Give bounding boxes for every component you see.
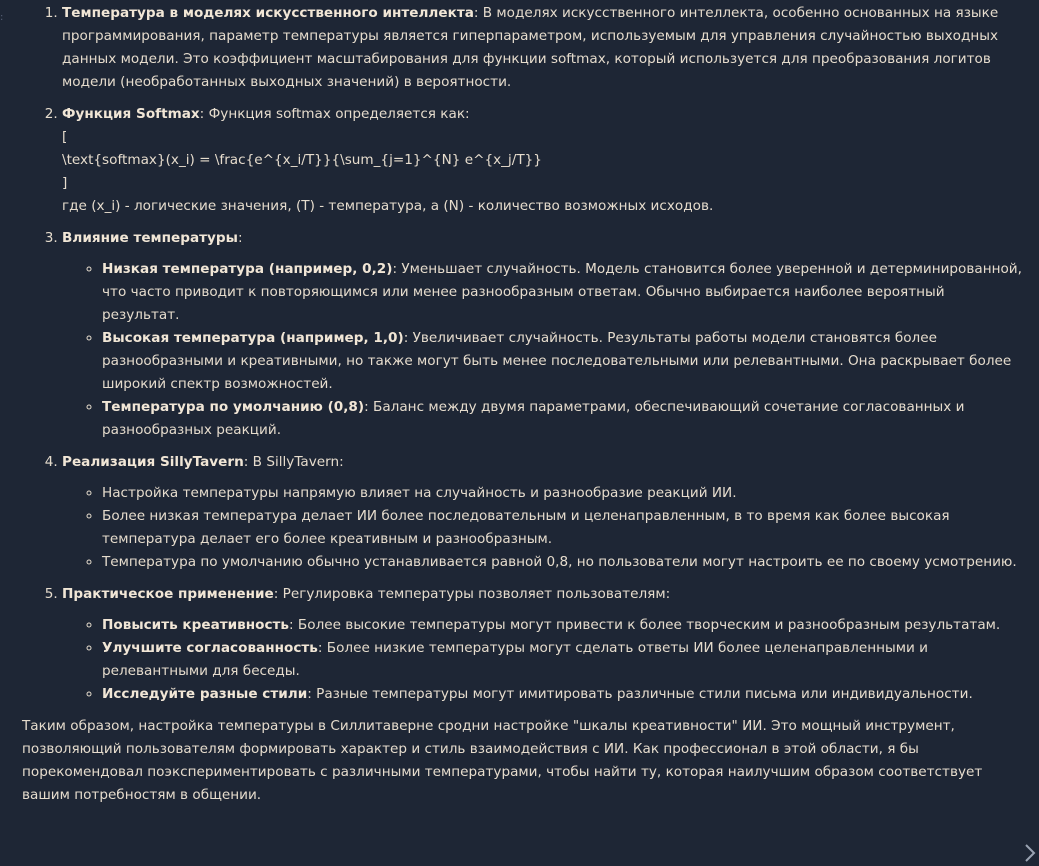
bullet-text: : Уменьшает случайность. Модель становится более уверенной и детерминированной, что часто приводит к повторяющимся или менее разнообразным ответам. Обычно выбирается наиболее вероятный результат. <box>102 261 1022 323</box>
chevron-right-icon[interactable] <box>1023 842 1037 864</box>
formula-explanation: где (x_i) - логические значения, (T) - температура, а (N) - количество возможных исходов. <box>62 198 714 214</box>
item-title: Практическое применение <box>62 586 274 602</box>
item-title: Реализация SillyTavern <box>62 454 244 470</box>
bullet-text: : Более низкие температуры могут сделать ответы ИИ более целенаправленными и релевантными для беседы. <box>102 640 928 679</box>
bullet-title: Температура по умолчанию (0,8) <box>102 399 365 415</box>
bullet-item <box>102 637 1022 683</box>
chat-message <box>22 2 1022 807</box>
item-title: Функция Softmax <box>62 106 200 122</box>
formula-close-bracket: ] <box>62 175 68 191</box>
bullet-list <box>62 258 1022 442</box>
conclusion-paragraph: Таким образом, настройка температуры в Силлитаверне сродни настройке "шкалы креативности" ИИ. Это мощный инструмент, позволяющий пользователям формировать характер и стиль взаимодействия с ИИ. Как профессионал в этой области, я бы порекомендовал поэкспериментировать с различными температурами, чтобы найти ту, которая наилучшим образом соответствует вашим потребностям в общении. <box>22 718 983 803</box>
item-text: : В SillyTavern: <box>243 454 344 470</box>
bullet-text: : Увеличивает случайность. Результаты работы модели становятся более разнообразными и креативными, но также могут быть менее последовательными или релевантными. Она раскрывает более широкий спектр возможностей. <box>102 330 1012 392</box>
item-text: : <box>237 230 243 246</box>
list-item <box>62 103 1022 218</box>
bullet-item <box>102 683 1022 706</box>
bullet-item <box>102 258 1022 327</box>
numbered-list <box>22 2 1022 706</box>
item-text: : Регулировка температуры позволяет пользователям: <box>273 586 671 602</box>
bullet-title: Исследуйте разные стили <box>102 686 308 702</box>
bullet-item <box>102 396 1022 442</box>
formula-open-bracket: [ <box>62 129 68 145</box>
bullet-list <box>62 482 1022 574</box>
bullet-title: Улучшите согласованность <box>102 640 318 656</box>
bullet-title: Высокая температура (например, 1,0) <box>102 330 404 346</box>
list-item <box>62 227 1022 442</box>
list-item <box>62 583 1022 706</box>
bullet-item <box>102 327 1022 396</box>
softmax-formula: \text{softmax}(x_i) = \frac{e^{x_i/T}}{\sum_{j=1}^{N} e^{x_j/T}} <box>62 152 542 168</box>
item-title: Влияние температуры <box>62 230 238 246</box>
bullet-item: ◦ Более низкая температура делает ИИ более последовательным и целенаправленным, в то время как более высокая температура делает его более креативным и разнообразным. <box>102 505 1022 551</box>
bullet-text: : Более высокие температуры могут привести к более творческим и разнообразным результатам. <box>289 617 1001 633</box>
item-title: Температура в моделях искусственного интеллекта <box>62 5 474 21</box>
list-item <box>62 451 1022 574</box>
list-item <box>62 2 1022 94</box>
bullet-text: : Разные температуры могут имитировать различные стили письма или индивидуальности. <box>307 686 973 702</box>
bullet-text: : Баланс между двумя параметрами, обеспечивающий сочетание согласованных и разнообразных реакций. <box>102 399 965 438</box>
item-text: : В моделях искусственного интеллекта, особенно основанных на языке программирования, параметр температуры является гиперпараметром, используемым для управления случайностью выходных данных модели. Это коэффициент масштабирования для функции softmax, который используется для преобразования логитов модели (необработанных выходных значений) в вероятности. <box>62 5 999 90</box>
bullet-title: Повысить креативность <box>102 617 290 633</box>
bullet-item: ◦ Настройка температуры напрямую влияет на случайность и разнообразие реакций ИИ. <box>102 482 1022 505</box>
bullet-list <box>62 614 1022 706</box>
bullet-title: Низкая температура (например, 0,2) <box>102 261 393 277</box>
edge-mark: : <box>0 12 4 23</box>
bullet-item: ◦ Температура по умолчанию обычно устанавливается равной 0,8, но пользователи могут настроить ее по своему усмотрению. <box>102 551 1022 574</box>
bullet-item <box>102 614 1022 637</box>
item-text: : Функция softmax определяется как: <box>199 106 470 122</box>
